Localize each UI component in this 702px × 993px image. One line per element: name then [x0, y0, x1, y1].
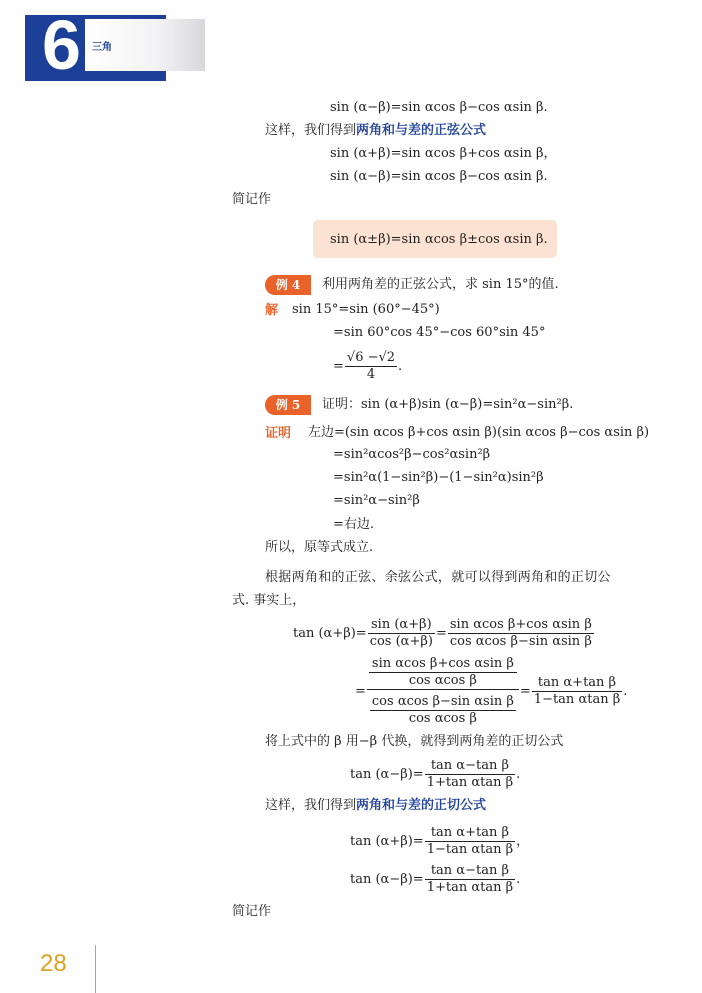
- numerator: cos αcos β−sin αsin β: [371, 694, 514, 709]
- formula: sin (α+β)=sin αcos β+cos αsin β，: [330, 146, 557, 161]
- formula: sin (α−β)=sin αcos β−cos αsin β.: [330, 169, 548, 184]
- eq: =: [333, 359, 344, 374]
- text-line: 简记作: [232, 192, 272, 207]
- formula-nested: [355, 656, 627, 727]
- page-divider: [95, 945, 96, 993]
- numerator: tan α−tan β: [425, 758, 515, 775]
- example-text: 利用两角差的正弦公式，求 sin 15°的值.: [322, 277, 559, 292]
- formula: sin (α−β)=sin αcos β−cos αsin β.: [330, 100, 548, 115]
- numerator: sin (α+β): [368, 617, 435, 634]
- denominator: cos αcos β: [408, 711, 477, 726]
- formula-tan-diff: [350, 863, 520, 896]
- formula-tan-sum: [293, 617, 595, 650]
- numerator: tan α+tan β: [425, 825, 515, 842]
- fraction: [532, 675, 622, 708]
- numerator: tan α+tan β: [532, 675, 622, 692]
- formula-tan-sum: [350, 825, 529, 858]
- fraction: [425, 825, 515, 858]
- text-line: 所以，原等式成立.: [265, 540, 374, 555]
- numerator: sin αcos β+cos αsin β: [449, 617, 592, 632]
- example-text: 证明：sin (α+β)sin (α−β)=sin²α−sin²β.: [322, 397, 574, 412]
- paragraph: 将上式中的 β 用−β 代换，就得到两角差的正切公式: [265, 734, 564, 749]
- text-line: [265, 797, 486, 814]
- text: 这样，我们得到: [265, 123, 357, 138]
- eq: =: [355, 684, 366, 699]
- eq: =: [435, 626, 447, 641]
- boxed-formula: sin (α±β)=sin αcos β±cos αsin β.: [330, 232, 548, 247]
- solution-label: 解: [265, 302, 279, 317]
- formula: =sin²α(1−sin²β)−(1−sin²α)sin²β: [333, 470, 544, 485]
- denominator: 1+tan αtan β: [426, 775, 514, 790]
- lhs: tan (α−β)=: [350, 872, 424, 887]
- punct: .: [516, 872, 521, 887]
- page-number: 28: [40, 950, 67, 977]
- denominator: 1−tan αtan β: [533, 692, 621, 707]
- paragraph: 根据两角和的正弦、余弦公式，就可以得到两角和的正切公: [265, 570, 611, 585]
- text-line: 简记作: [232, 904, 272, 919]
- denominator: cos αcos β: [408, 673, 477, 688]
- eq: =: [519, 684, 531, 699]
- fraction: [425, 863, 515, 896]
- text: 这样，我们得到: [265, 798, 357, 813]
- denominator: 4: [366, 367, 376, 382]
- denominator: cos (α+β): [369, 634, 433, 649]
- denominator: cos αcos β−sin αsin β: [449, 634, 592, 649]
- denominator: 1+tan αtan β: [426, 880, 514, 895]
- fraction: [367, 656, 519, 690]
- paragraph: 式. 事实上，: [232, 593, 306, 608]
- formula: sin 15°=sin (60°−45°): [292, 302, 440, 317]
- fraction: [425, 758, 515, 791]
- chapter-number: 6: [42, 6, 81, 84]
- numerator: sin αcos β+cos αsin β: [369, 656, 517, 673]
- punct: ，: [516, 834, 530, 849]
- proof-label: 证明: [265, 425, 292, 440]
- fraction: [368, 617, 435, 650]
- chapter-title: 三角: [92, 42, 112, 53]
- numerator: tan α−tan β: [425, 863, 515, 880]
- lhs: tan (α−β)=: [350, 767, 424, 782]
- punct: .: [516, 767, 521, 782]
- formula: =右边.: [333, 517, 375, 532]
- fraction: [448, 617, 594, 650]
- lhs: tan (α+β)=: [293, 626, 367, 641]
- punct: .: [623, 684, 628, 699]
- lhs: tan (α+β)=: [350, 834, 424, 849]
- formula: 左边=(sin αcos β+cos αsin β)(sin αcos β−cos αsin β): [308, 425, 650, 440]
- formula: [333, 350, 402, 383]
- formula: =sin 60°cos 45°−cos 60°sin 45°: [333, 325, 546, 340]
- formula-tan-diff: [350, 758, 520, 791]
- example-badge: 例 4: [265, 275, 311, 295]
- numerator: √6 −√2: [346, 350, 396, 365]
- denominator: 1−tan αtan β: [426, 842, 514, 857]
- compound-fraction: [367, 656, 519, 727]
- formula: =sin²α−sin²β: [333, 493, 420, 508]
- example-badge: 例 5: [265, 395, 311, 415]
- punct: .: [398, 359, 403, 374]
- text-line: [265, 122, 486, 139]
- formula: =sin²αcos²β−cos²αsin²β: [333, 447, 491, 462]
- fraction: [345, 350, 397, 383]
- fraction: [368, 694, 518, 727]
- term-highlight: 两角和与差的正弦公式: [356, 122, 487, 137]
- term-highlight: 两角和与差的正切公式: [356, 797, 487, 812]
